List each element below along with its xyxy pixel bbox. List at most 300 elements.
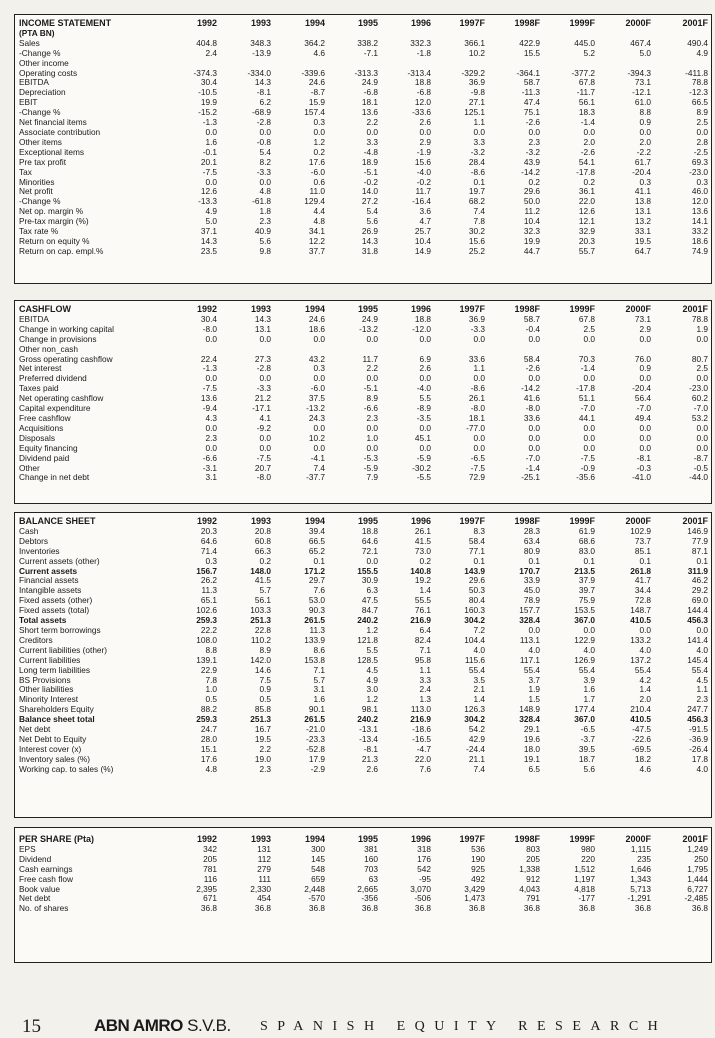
cell-value: -12.3 bbox=[689, 88, 708, 98]
cell-value: -20.4 bbox=[632, 167, 651, 177]
table-row bbox=[15, 108, 708, 118]
cell-value: -1,291 bbox=[627, 894, 651, 904]
cell-value: -3.2 bbox=[525, 147, 540, 157]
cell-value: 338.2 bbox=[357, 38, 378, 48]
cell-value: 0.0 bbox=[366, 374, 378, 384]
cell-value: -4.1 bbox=[310, 453, 325, 463]
cell-value: 12.0 bbox=[691, 197, 708, 207]
cell-value: 1,338 bbox=[519, 864, 540, 874]
year-header: 2001F bbox=[682, 517, 708, 526]
cell-value: -17.1 bbox=[252, 404, 271, 414]
cell-value: 39.4 bbox=[308, 526, 325, 536]
cell-value: 145.4 bbox=[687, 655, 708, 665]
per-share-section bbox=[14, 827, 712, 963]
cell-value: 54.1 bbox=[578, 157, 595, 167]
cell-value: 14.3 bbox=[254, 78, 271, 88]
cell-value: -6.5 bbox=[470, 453, 485, 463]
cell-value: 21.1 bbox=[468, 754, 485, 764]
cell-value: 536 bbox=[471, 844, 485, 854]
cell-value: 3,429 bbox=[464, 884, 485, 894]
cell-value: 279 bbox=[257, 864, 271, 874]
cell-value: 0.0 bbox=[313, 443, 325, 453]
cell-value: -0.2 bbox=[416, 177, 431, 187]
cell-value: 0.0 bbox=[583, 423, 595, 433]
cell-value: 56.4 bbox=[634, 394, 651, 404]
cell-value: 46.2 bbox=[691, 576, 708, 586]
table-row bbox=[15, 894, 708, 904]
cell-value: 36.1 bbox=[578, 187, 595, 197]
cell-value: 24.6 bbox=[308, 78, 325, 88]
cell-value: 671 bbox=[203, 894, 217, 904]
cell-value: 122.9 bbox=[574, 635, 595, 645]
cell-value: -10.5 bbox=[198, 88, 217, 98]
cell-value: 0.1 bbox=[696, 556, 708, 566]
row-label: Other liabilities bbox=[19, 685, 74, 695]
cell-value: -0.4 bbox=[525, 324, 540, 334]
cell-value: 1.4 bbox=[639, 685, 651, 695]
cell-value bbox=[325, 29, 378, 39]
cell-value: 64.7 bbox=[634, 246, 651, 256]
cell-value: 75.9 bbox=[578, 596, 595, 606]
row-label: Shareholders Equity bbox=[19, 705, 94, 715]
cell-value: 26.2 bbox=[200, 576, 217, 586]
cell-value: 27.2 bbox=[361, 197, 378, 207]
cell-value: 37.1 bbox=[200, 227, 217, 237]
cell-value: 5.5 bbox=[366, 645, 378, 655]
cell-value: 73.0 bbox=[414, 546, 431, 556]
cell-value: 153.8 bbox=[304, 655, 325, 665]
table-row bbox=[15, 865, 708, 875]
cell-value: 11.7 bbox=[362, 354, 378, 364]
cell-value: 104.4 bbox=[464, 635, 485, 645]
cell-value: 18.8 bbox=[361, 526, 378, 536]
cell-value: 74.9 bbox=[691, 246, 708, 256]
cell-value bbox=[485, 29, 540, 39]
year-header: 1996 bbox=[410, 835, 431, 844]
cell-value: 7.4 bbox=[473, 764, 485, 774]
cell-value: -95 bbox=[419, 874, 431, 884]
cell-value: 73.1 bbox=[634, 78, 651, 88]
row-label: Net debt bbox=[19, 894, 51, 904]
cell-value: -68.9 bbox=[252, 108, 271, 118]
cell-value: -5.9 bbox=[363, 463, 378, 473]
table-row bbox=[15, 69, 708, 79]
cell-value: 1.7 bbox=[583, 695, 595, 705]
row-label: Other bbox=[19, 463, 40, 473]
section-title: BALANCE SHEET bbox=[19, 517, 96, 526]
row-label: Cash bbox=[19, 526, 39, 536]
table-row bbox=[15, 715, 708, 725]
row-label: -Change % bbox=[19, 108, 61, 118]
cell-value: -0.9 bbox=[580, 463, 595, 473]
cell-value: 0.0 bbox=[583, 334, 595, 344]
cell-value: 15.6 bbox=[468, 236, 485, 246]
table-row bbox=[15, 845, 708, 855]
cell-value: 33.9 bbox=[523, 576, 540, 586]
cell-value: 364.2 bbox=[304, 38, 325, 48]
row-label: Preferred dividend bbox=[19, 374, 87, 384]
cell-value: 2,448 bbox=[304, 884, 325, 894]
cell-value: 128.5 bbox=[357, 655, 378, 665]
cell-value: 71.4 bbox=[200, 546, 217, 556]
cell-value: 2.3 bbox=[259, 764, 271, 774]
cell-value: 2.0 bbox=[583, 137, 595, 147]
year-header: 2000F bbox=[625, 517, 651, 526]
cell-value: 0.0 bbox=[259, 443, 271, 453]
cell-value: -17.8 bbox=[576, 167, 595, 177]
brand-suffix: S.V.B. bbox=[187, 1016, 231, 1035]
cell-value: 1,473 bbox=[464, 894, 485, 904]
cell-value: 36.8 bbox=[523, 904, 540, 914]
table-row bbox=[15, 128, 708, 138]
cell-value: 49.4 bbox=[634, 413, 651, 423]
year-header: 1998F bbox=[514, 19, 540, 28]
cell-value: 0.1 bbox=[639, 556, 651, 566]
cell-value: 18.3 bbox=[578, 108, 595, 118]
cell-value: 47.5 bbox=[361, 596, 378, 606]
cell-value: -4.0 bbox=[416, 384, 431, 394]
cell-value: 13.6 bbox=[691, 207, 708, 217]
cell-value bbox=[485, 59, 540, 69]
table-row bbox=[15, 217, 708, 227]
cell-value: 0.0 bbox=[366, 443, 378, 453]
cell-value: 155.5 bbox=[357, 566, 378, 576]
cell-value: 33.6 bbox=[468, 354, 485, 364]
cell-value: 0.0 bbox=[419, 443, 431, 453]
row-label: Other non_cash bbox=[19, 344, 79, 354]
cell-value: 4.0 bbox=[696, 645, 708, 655]
row-label: No. of shares bbox=[19, 904, 69, 914]
cell-value: -0.1 bbox=[202, 147, 217, 157]
cell-value: 300 bbox=[311, 844, 325, 854]
cell-value: 14.3 bbox=[200, 236, 217, 246]
cell-value: 3.3 bbox=[366, 137, 378, 147]
cell-value: 0.9 bbox=[639, 364, 651, 374]
cell-value: 10.4 bbox=[523, 217, 540, 227]
page-number: 15 bbox=[22, 1016, 41, 1037]
cell-value: 1.0 bbox=[366, 433, 378, 443]
cell-value: 14.6 bbox=[254, 665, 271, 675]
cell-value: 2.5 bbox=[696, 118, 708, 128]
row-label: -Change % bbox=[19, 48, 61, 58]
cell-value: 8.3 bbox=[473, 526, 485, 536]
row-label: Minorities bbox=[19, 177, 55, 187]
cell-value: 30.4 bbox=[200, 314, 217, 324]
cell-value: 20.3 bbox=[200, 526, 217, 536]
cell-value: 2.0 bbox=[639, 695, 651, 705]
row-label: Working cap. to sales (%) bbox=[19, 764, 114, 774]
cell-value: 0.0 bbox=[696, 443, 708, 453]
cell-value: 1.9 bbox=[528, 685, 540, 695]
cell-value: -12.0 bbox=[412, 324, 431, 334]
cell-value: 36.8 bbox=[308, 904, 325, 914]
table-row bbox=[15, 335, 708, 345]
cell-value: -570 bbox=[308, 894, 325, 904]
cell-value: 17.9 bbox=[308, 754, 325, 764]
cell-value: 703 bbox=[364, 864, 378, 874]
cell-value: 58.4 bbox=[468, 536, 485, 546]
cell-value: 67.8 bbox=[578, 78, 595, 88]
table-row bbox=[15, 158, 708, 168]
row-label: Balance sheet total bbox=[19, 715, 95, 725]
cell-value: 17.8 bbox=[691, 754, 708, 764]
cell-value: 2.6 bbox=[419, 364, 431, 374]
row-label: -Change % bbox=[19, 197, 61, 207]
cell-value: 157.4 bbox=[304, 108, 325, 118]
cell-value: 410.5 bbox=[630, 616, 651, 626]
cell-value: 2.3 bbox=[696, 695, 708, 705]
cell-value: 44.1 bbox=[578, 413, 595, 423]
table-row bbox=[15, 636, 708, 646]
cell-value: 153.5 bbox=[574, 606, 595, 616]
cell-value: 2.1 bbox=[473, 685, 485, 695]
cell-value bbox=[540, 59, 595, 69]
cell-value: 3.3 bbox=[473, 137, 485, 147]
cell-value: 55.4 bbox=[634, 665, 651, 675]
cell-value: 1.4 bbox=[419, 586, 431, 596]
cell-value: 53.0 bbox=[308, 596, 325, 606]
cell-value: 404.8 bbox=[196, 38, 217, 48]
cell-value: 4.0 bbox=[696, 764, 708, 774]
cell-value: 29.6 bbox=[468, 576, 485, 586]
cell-value: 0.3 bbox=[696, 177, 708, 187]
cell-value: 8.9 bbox=[366, 394, 378, 404]
row-label: Dividend paid bbox=[19, 453, 70, 463]
cell-value: -3.5 bbox=[416, 413, 431, 423]
row-label: Return on equity % bbox=[19, 236, 90, 246]
cell-value: 8.6 bbox=[313, 645, 325, 655]
cell-value: 82.4 bbox=[414, 635, 431, 645]
cell-value: 20.7 bbox=[254, 463, 271, 473]
cell-value: 4.6 bbox=[639, 764, 651, 774]
cell-value: 1,115 bbox=[630, 844, 651, 854]
cell-value: 58.7 bbox=[523, 78, 540, 88]
balance-sheet-section bbox=[14, 512, 712, 818]
cell-value: 16.7 bbox=[254, 725, 271, 735]
table-row bbox=[15, 207, 708, 217]
cell-value: 36.9 bbox=[468, 78, 485, 88]
cell-value: 2.9 bbox=[419, 137, 431, 147]
table-row bbox=[15, 345, 708, 355]
cell-value: 7.6 bbox=[419, 764, 431, 774]
cell-value: 7.1 bbox=[313, 665, 325, 675]
cell-value: -8.0 bbox=[256, 473, 271, 483]
cell-value: 5.0 bbox=[205, 217, 217, 227]
cell-value: -0.2 bbox=[363, 177, 378, 187]
cell-value: -377.2 bbox=[571, 68, 595, 78]
cell-value: 14.9 bbox=[414, 246, 431, 256]
cell-value: -16.5 bbox=[412, 734, 431, 744]
cell-value: -47.5 bbox=[632, 725, 651, 735]
cell-value: 18.6 bbox=[691, 236, 708, 246]
row-label: Intangible assets bbox=[19, 586, 82, 596]
cell-value: 259.3 bbox=[196, 715, 217, 725]
cell-value: 19.7 bbox=[468, 187, 485, 197]
cell-value: 8.9 bbox=[696, 108, 708, 118]
cell-value: 41.5 bbox=[414, 536, 431, 546]
row-label: Debtors bbox=[19, 536, 49, 546]
cell-value: 6.5 bbox=[528, 764, 540, 774]
cell-value: -8.9 bbox=[416, 404, 431, 414]
cell-value: 0.0 bbox=[419, 374, 431, 384]
table-header-row bbox=[15, 835, 708, 845]
table-row bbox=[15, 59, 708, 69]
cell-value: 126.3 bbox=[464, 705, 485, 715]
cell-value: -7.0 bbox=[525, 453, 540, 463]
cell-value: 110.2 bbox=[250, 635, 271, 645]
cell-value: -506 bbox=[414, 894, 431, 904]
section-title: INCOME STATEMENT bbox=[19, 19, 112, 28]
cell-value: 2.5 bbox=[583, 324, 595, 334]
cell-value: 18.8 bbox=[414, 314, 431, 324]
row-label: Net Debt to Equity bbox=[19, 734, 87, 744]
cell-value: 129.4 bbox=[304, 197, 325, 207]
cell-value: 41.6 bbox=[523, 394, 540, 404]
cell-value: 1.2 bbox=[313, 137, 325, 147]
cell-value: -3.2 bbox=[470, 147, 485, 157]
cell-value: 5.2 bbox=[583, 48, 595, 58]
cell-value: 3.0 bbox=[366, 685, 378, 695]
cell-value: -2.6 bbox=[525, 118, 540, 128]
cell-value: 0.0 bbox=[639, 625, 651, 635]
cell-value: -329.2 bbox=[461, 68, 485, 78]
cell-value: 2,395 bbox=[196, 884, 217, 894]
cell-value: 14.1 bbox=[691, 217, 708, 227]
table-row bbox=[15, 755, 708, 765]
cell-value bbox=[540, 29, 595, 39]
cell-value: 0.0 bbox=[583, 443, 595, 453]
row-label: Free cashflow bbox=[19, 413, 71, 423]
cell-value: 19.5 bbox=[634, 236, 651, 246]
cell-value: 0.0 bbox=[528, 374, 540, 384]
cell-value: 22.9 bbox=[200, 665, 217, 675]
cell-value: 659 bbox=[311, 874, 325, 884]
cell-value: 328.4 bbox=[519, 715, 540, 725]
footer-tagline: SPANISH EQUITY RESEARCH bbox=[260, 1019, 668, 1034]
cell-value: 261.8 bbox=[630, 566, 651, 576]
table-row bbox=[15, 646, 708, 656]
cell-value: 0.2 bbox=[259, 556, 271, 566]
table-row bbox=[15, 118, 708, 128]
cell-value: -4.0 bbox=[416, 167, 431, 177]
cell-value bbox=[165, 59, 217, 69]
table-header-row bbox=[15, 19, 708, 29]
cell-value: 456.3 bbox=[687, 715, 708, 725]
row-label: Change in net debt bbox=[19, 473, 90, 483]
cell-value: 61.0 bbox=[634, 98, 651, 108]
year-header: 1996 bbox=[410, 517, 431, 526]
cell-value: 13.6 bbox=[200, 394, 217, 404]
cell-value: -5.1 bbox=[363, 167, 378, 177]
cell-value: 11.3 bbox=[309, 625, 325, 635]
cell-value: 0.6 bbox=[313, 177, 325, 187]
cell-value: -6.0 bbox=[310, 167, 325, 177]
cell-value: 45.1 bbox=[414, 433, 431, 443]
cell-value: 24.3 bbox=[308, 413, 325, 423]
cell-value: -44.0 bbox=[689, 473, 708, 483]
cell-value: -2.2 bbox=[636, 147, 651, 157]
cell-value: 0.0 bbox=[419, 334, 431, 344]
cell-value: 0.5 bbox=[205, 695, 217, 705]
cell-value: 2.4 bbox=[205, 48, 217, 58]
cell-value: 30.2 bbox=[468, 227, 485, 237]
cell-value: -7.0 bbox=[636, 404, 651, 414]
cell-value: 3.9 bbox=[583, 675, 595, 685]
cell-value: 102.9 bbox=[630, 526, 651, 536]
row-label: Disposals bbox=[19, 433, 55, 443]
cell-value bbox=[217, 59, 271, 69]
cell-value: 44.7 bbox=[523, 246, 540, 256]
page-footer bbox=[0, 1016, 715, 1036]
cell-value: 29.1 bbox=[523, 725, 540, 735]
cell-value: 131 bbox=[257, 844, 271, 854]
cell-value: 41.5 bbox=[254, 576, 271, 586]
cell-value: 63 bbox=[368, 874, 378, 884]
cell-value: -2.6 bbox=[580, 147, 595, 157]
cell-value: 88.2 bbox=[200, 705, 217, 715]
cell-value: 304.2 bbox=[464, 715, 485, 725]
cell-value: 0.5 bbox=[259, 695, 271, 705]
cell-value: 170.7 bbox=[519, 566, 540, 576]
cell-value: 3.7 bbox=[528, 675, 540, 685]
cell-value: -411.8 bbox=[685, 68, 708, 78]
cell-value: 31.8 bbox=[361, 246, 378, 256]
year-header: 1993 bbox=[250, 19, 271, 28]
cell-value: 4,818 bbox=[574, 884, 595, 894]
cell-value: 36.8 bbox=[254, 904, 271, 914]
row-label: Fixed assets (other) bbox=[19, 596, 93, 606]
row-label: Minority Interest bbox=[19, 695, 79, 705]
table-row bbox=[15, 586, 708, 596]
cell-value: 143.9 bbox=[464, 566, 485, 576]
cell-value: 3.1 bbox=[205, 473, 217, 483]
table-row bbox=[15, 364, 708, 374]
cell-value: -8.0 bbox=[470, 404, 485, 414]
cell-value: -15.2 bbox=[198, 108, 217, 118]
cell-value: -1.9 bbox=[416, 147, 431, 157]
cell-value: 29.2 bbox=[691, 586, 708, 596]
cell-value: 261.5 bbox=[304, 715, 325, 725]
cell-value: 18.7 bbox=[578, 754, 595, 764]
year-header: 2000F bbox=[625, 835, 651, 844]
cell-value: 5.7 bbox=[259, 586, 271, 596]
cell-value: -5.1 bbox=[363, 384, 378, 394]
cell-value: 7.4 bbox=[313, 463, 325, 473]
cell-value: 55.4 bbox=[578, 665, 595, 675]
cell-value: -13.1 bbox=[359, 725, 378, 735]
cell-value: -5.3 bbox=[363, 453, 378, 463]
cell-value bbox=[485, 345, 540, 355]
cell-value: -8.1 bbox=[256, 88, 271, 98]
cell-value: 0.0 bbox=[583, 433, 595, 443]
cell-value: 27.1 bbox=[468, 98, 485, 108]
cell-value: 51.1 bbox=[578, 394, 595, 404]
cell-value: 0.0 bbox=[583, 374, 595, 384]
cell-value: 1.3 bbox=[419, 695, 431, 705]
cell-value: -1.3 bbox=[202, 364, 217, 374]
table-row bbox=[15, 374, 708, 384]
cell-value: 26.1 bbox=[414, 526, 431, 536]
cell-value: 0.0 bbox=[639, 423, 651, 433]
cell-value: 366.1 bbox=[464, 38, 485, 48]
year-header: 1998F bbox=[514, 835, 540, 844]
cell-value: -77.0 bbox=[466, 423, 485, 433]
row-label: Associate contribution bbox=[19, 127, 101, 137]
cell-value: 1.2 bbox=[366, 695, 378, 705]
cell-value: 78.8 bbox=[691, 78, 708, 88]
cell-value: -177 bbox=[578, 894, 595, 904]
cell-value: 3.5 bbox=[473, 675, 485, 685]
